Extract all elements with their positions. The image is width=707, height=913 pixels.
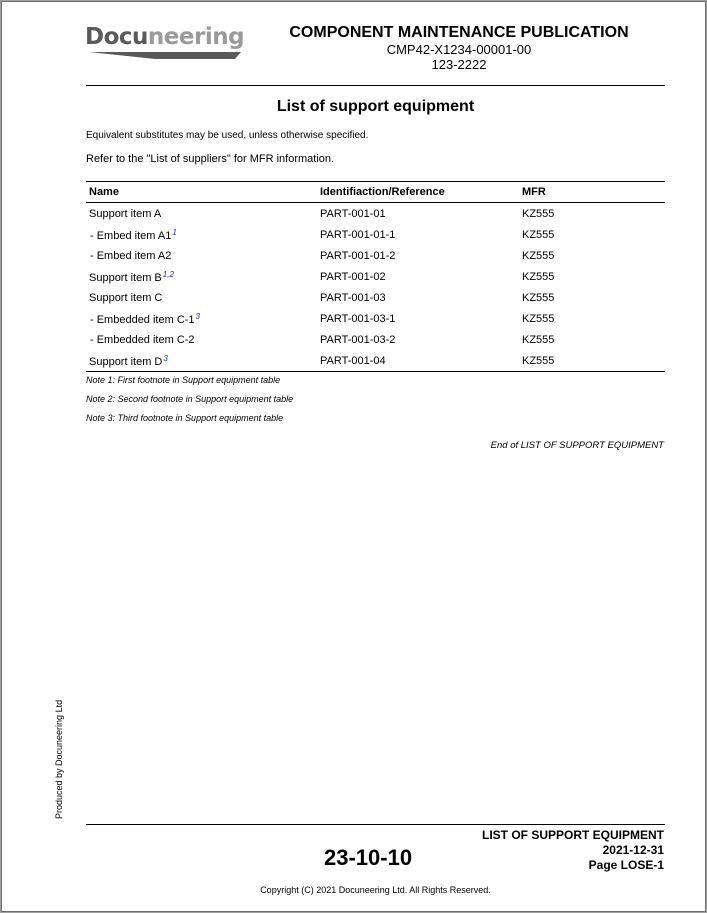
footnote-3: Note 3: Third footnote in Support equipment table: [86, 413, 284, 423]
cell-mfr: KZ555: [522, 333, 555, 346]
document-number: CMP42-X1234-00001-00: [386, 42, 532, 57]
cell-reference: PART-001-03-1: [320, 312, 396, 325]
table-row: [86, 308, 665, 329]
cell-mfr: KZ555: [522, 270, 555, 283]
footer-info: [482, 828, 664, 873]
cell-mfr: KZ555: [522, 228, 555, 241]
footer-divider: [86, 824, 665, 825]
cell-mfr: KZ555: [522, 249, 555, 262]
table-row: [86, 203, 665, 225]
publication-title: COMPONENT MAINTENANCE PUBLICATION: [289, 24, 629, 41]
column-header-name: Name: [86, 182, 317, 203]
cell-reference: PART-001-01-1: [320, 228, 396, 241]
column-header-reference: Identifiaction/Reference: [317, 182, 519, 203]
cell-name: Support item $D^3$: [86, 350, 317, 372]
cell-reference: PART-001-01: [320, 207, 386, 220]
cell-reference: PART-001-01-2: [320, 249, 396, 262]
table-row: [86, 350, 665, 372]
footer-page: Page LOSE-1: [588, 858, 664, 872]
table-row: [86, 329, 665, 350]
cell-name: Support item C: [89, 291, 163, 304]
cell-mfr: KZ555: [522, 291, 555, 304]
intro-suppliers: Refer to the "List of suppliers" for MFR information.: [86, 153, 335, 165]
cell-mfr: KZ555: [522, 207, 555, 220]
table-row: [86, 287, 665, 308]
publication-header: [279, 23, 639, 72]
footnote-1: Note 1: First footnote in Support equipment table: [86, 375, 281, 385]
page-title: List of support equipment: [276, 98, 475, 115]
cell-name: - Embedded item C-2: [90, 333, 195, 346]
cell-name: - Embed item $A1^1$: [90, 227, 177, 242]
table-header-row: [86, 182, 665, 203]
logo-part-light: neering: [147, 24, 245, 50]
chapter-code: 23-10-10: [324, 845, 413, 870]
cell-mfr: KZ555: [519, 350, 665, 372]
support-equipment-table: [86, 181, 665, 372]
document-page: [1, 1, 706, 912]
cell-reference: PART-001-03: [320, 291, 386, 304]
footer-date: 2021-12-31: [602, 843, 664, 857]
footnote-ref[interactable]: 3: [195, 311, 200, 321]
footnote-ref[interactable]: 1: [172, 227, 177, 237]
end-of-section: End of LIST OF SUPPORT EQUIPMENT: [490, 440, 664, 451]
cell-name: - Embed item A2: [90, 249, 172, 262]
company-logo: [85, 22, 244, 52]
table-row: [86, 266, 665, 287]
footnote-ref[interactable]: 3: [163, 353, 168, 363]
copyright: Copyright (C) 2021 Docuneering Ltd. All Rights Reserved.: [260, 885, 491, 895]
header-divider: [86, 85, 665, 86]
cell-reference: PART-001-02: [320, 270, 386, 283]
footnote-ref[interactable]: 1,2: [162, 269, 174, 279]
cell-reference: PART-001-04: [317, 350, 519, 372]
footer-section: LIST OF SUPPORT EQUIPMENT: [481, 828, 664, 842]
cell-name: Support item B$^{1,2}$: [89, 269, 174, 284]
cell-name: - Embedded item $C-1^3$: [90, 311, 200, 326]
table-row: [86, 224, 665, 245]
table-row: [86, 245, 665, 266]
column-header-mfr: MFR: [519, 182, 665, 203]
cell-name: Support item A: [89, 207, 162, 220]
cell-mfr: KZ555: [522, 312, 555, 325]
intro-substitutes: Equivalent substitutes may be used, unless otherwise specified.: [86, 130, 369, 141]
cell-reference: PART-001-03-2: [320, 333, 396, 346]
side-credit: Produced by Docuneering Ltd: [54, 699, 64, 819]
logo-part-dark: Docu: [85, 24, 148, 50]
footnote-2: Note 2: Second footnote in Support equipment table: [86, 394, 294, 404]
sub-number: 123-2222: [431, 57, 487, 72]
